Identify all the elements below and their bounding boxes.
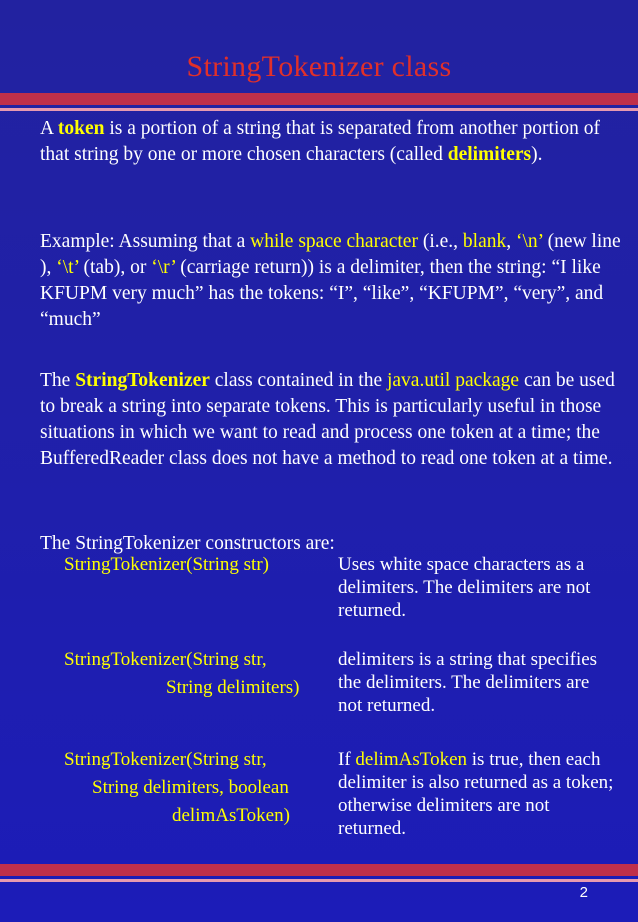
constructors-heading: The StringTokenizer constructors are: bbox=[40, 533, 335, 554]
ctor-3-desc-text-1: If bbox=[338, 749, 356, 770]
ctor-2-signature-line-1: StringTokenizer(String str, bbox=[64, 649, 267, 670]
p3-class-term: StringTokenizer bbox=[75, 370, 210, 391]
footer-rule-red bbox=[0, 864, 638, 876]
slide-title: StringTokenizer class bbox=[186, 50, 452, 83]
p1-token-term: token bbox=[57, 118, 105, 139]
ctor-1-signature: StringTokenizer(String str) bbox=[64, 554, 269, 575]
p2-text-6: (carriage return)) is a delimiter, then the string: “I like KFUPM very much” has the tokens: “I”, “like”, “KFUPM”, “very”, and “much” bbox=[40, 257, 604, 330]
p1-delimiters-term: delimiters bbox=[447, 144, 532, 165]
stringtokenizer-paragraph bbox=[40, 368, 634, 472]
p3-text-3: can be used to break a string into separate tokens. This is particularly useful in those situations in which we want to read and process one token at a time; the BufferedReader class does not have a method to read one token at a time. bbox=[40, 370, 615, 469]
title-rule-pink bbox=[0, 108, 638, 111]
p3-text-1: The bbox=[40, 370, 76, 391]
p2-text-4: (new line ), bbox=[40, 231, 621, 278]
ctor-3-signature-line-1: StringTokenizer(String str, bbox=[64, 749, 267, 770]
ctor-2-description: delimiters is a string that specifies the delimiters. The delimiters are not returned. bbox=[338, 649, 598, 716]
p2-return-term: ‘\r’ bbox=[151, 257, 176, 278]
p1-text-2: is a portion of a string that is separated from another portion of that string by one or more chosen characters (called bbox=[40, 118, 600, 165]
p2-text-2: (i.e., bbox=[417, 231, 463, 252]
token-definition-paragraph bbox=[40, 116, 634, 168]
p1-text-1: A bbox=[40, 118, 58, 139]
p3-text-2: class contained in the bbox=[209, 370, 387, 391]
ctor-3-description bbox=[338, 748, 618, 840]
ctor-3-signature-line-2: String delimiters, boolean bbox=[92, 777, 289, 798]
ctor-3-desc-term: delimAsToken bbox=[355, 749, 468, 770]
ctor-3-desc-text-2: is true, then each delimiter is also returned as a token; otherwise delimiters are not returned. bbox=[338, 749, 614, 839]
p3-package-term: java.util package bbox=[386, 370, 520, 391]
p2-text-3: , bbox=[506, 231, 516, 252]
example-paragraph bbox=[40, 229, 634, 333]
p1-text-3: ). bbox=[531, 144, 543, 165]
p2-whitespace-term: while space character bbox=[250, 231, 418, 252]
p2-text-1: Example: Assuming that a bbox=[40, 231, 251, 252]
ctor-2-signature-line-2: String delimiters) bbox=[166, 677, 300, 698]
footer-rule-pink bbox=[0, 879, 638, 882]
ctor-3-signature-line-3: delimAsToken) bbox=[172, 805, 290, 826]
page-number: 2 bbox=[579, 884, 588, 901]
p2-blank-term: blank bbox=[462, 231, 507, 252]
p2-tab-term: ‘\t’ bbox=[56, 257, 79, 278]
ctor-1-description: Uses white space characters as a delimiters. The delimiters are not returned. bbox=[338, 554, 591, 621]
p2-newline-term: ‘\n’ bbox=[515, 231, 543, 252]
p2-text-5: (tab), or bbox=[78, 257, 152, 278]
title-rule-red bbox=[0, 93, 638, 105]
